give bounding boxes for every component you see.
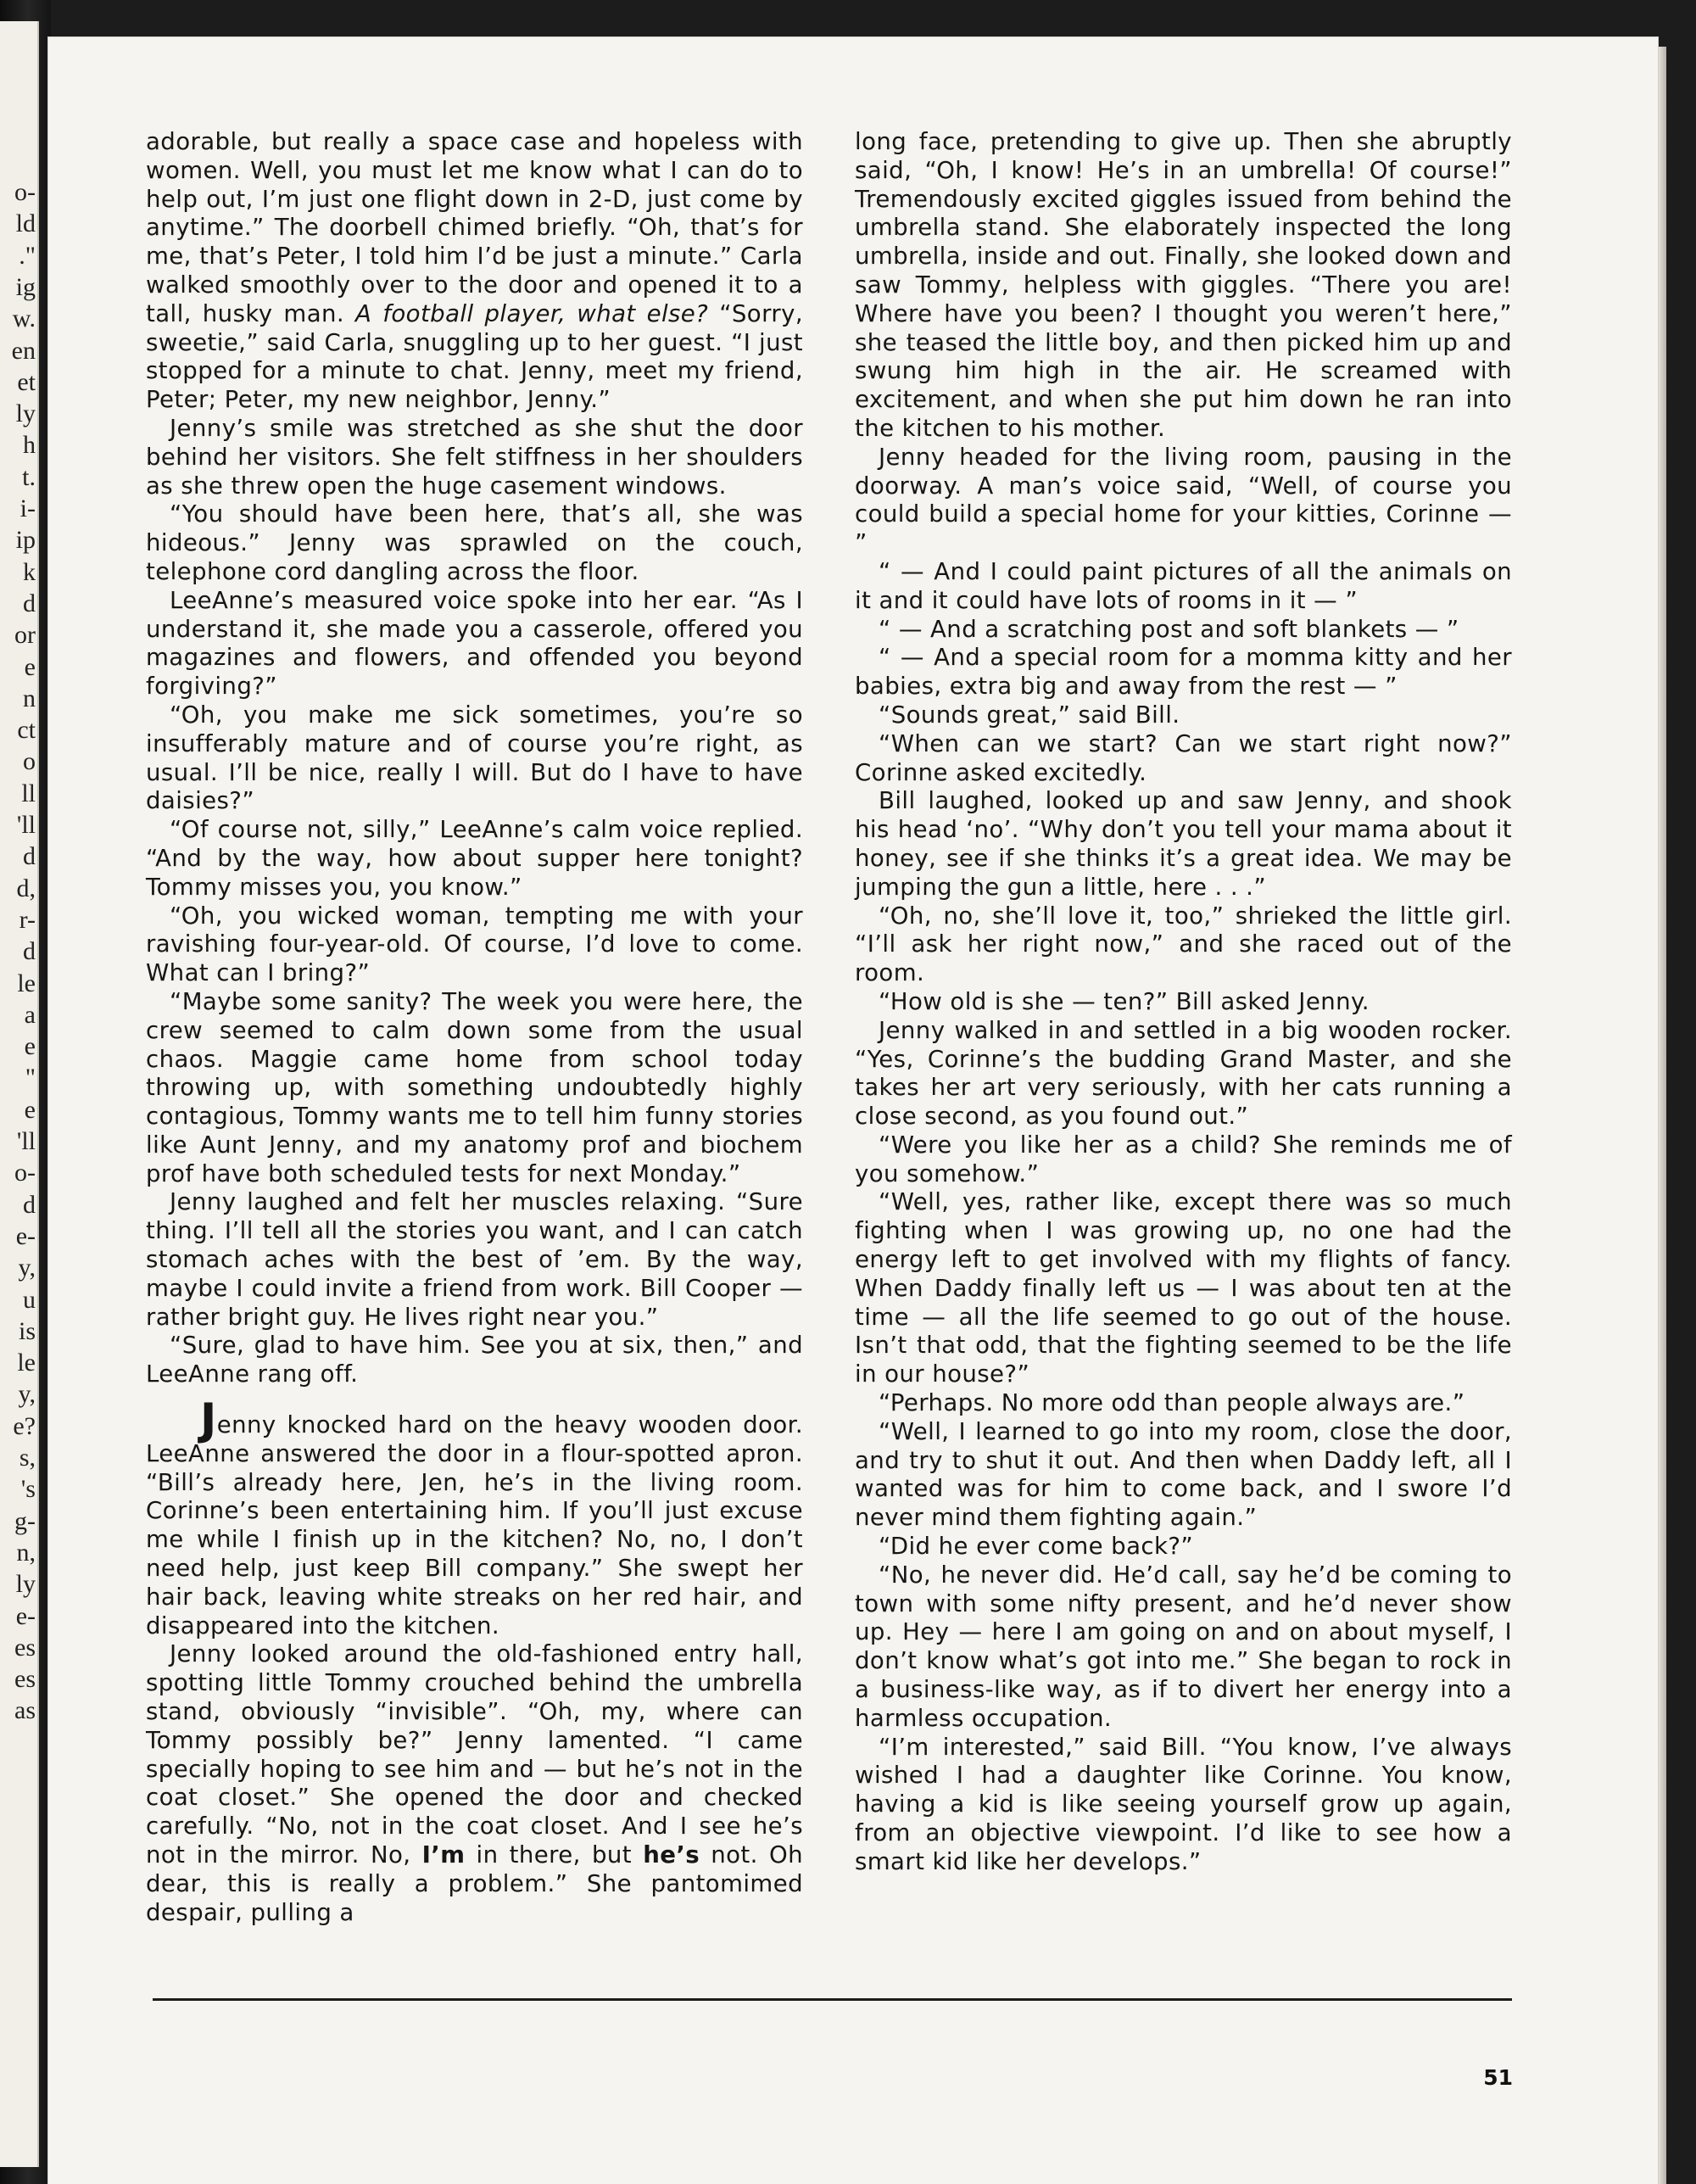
paragraph: “I’m interested,” said Bill. “You know, I’ve always wished I had a daughter like Corinne. You know, having a kid is like seeing yourself grow up again, from an objective viewpoint. I’d like to see how a smart kid like her develops.” [855,1732,1512,1875]
right-text-column [855,127,1512,1876]
previous-page-text-fragment: n [23,684,36,712]
previous-page-text-fragment: d [23,842,36,871]
previous-page-text-fragment: r- [19,905,36,934]
previous-page-text-fragment: ." [19,241,36,270]
previous-page-text-fragment: d [23,589,36,617]
previous-page-text-fragment: ly [15,1570,36,1599]
previous-page-text-fragment: k [23,557,36,586]
paragraph: Jenny walked in and settled in a big wooden rocker. “Yes, Corinne’s the budding Grand Master, and she takes her art very seriously, with her cats running a close second, as you found out.” [855,1015,1512,1131]
previous-page-text-fragment: n, [16,1538,36,1567]
previous-page-text-fragment: e- [15,1221,36,1250]
paragraph: “Of course not, silly,” LeeAnne’s calm voice replied. “And by the way, how about supper here tonight? Tommy misses you, you know.” [146,815,803,901]
previous-page-text-fragment: or [14,621,36,650]
paragraph: Jenny headed for the living room, pausing in the doorway. A man’s voice said, “Well, of course you could build a special home for your kitties, Corinne — ” [855,442,1512,557]
paragraph: “Oh, you make me sick sometimes, you’re so insufferably mature and of course you’re right, as usual. I’ll be nice, really I will. But do I have to have daisies?” [146,700,803,815]
previous-page-text-fragment: o- [14,178,36,206]
previous-page-text-fragment: 'll [16,811,36,839]
previous-page-text-fragment: a [24,1000,36,1029]
paragraph: long face, pretending to give up. Then she abruptly said, “Oh, I know! He’s in an umbrella! Of course!” Tremendously excited giggles issued from behind the umbrella stand. She elaborately inspected the long umbrella, inside and out. Finally, she looked down and saw Tommy, helpless with giggles. “There you are! Where have you been? I thought you weren’t here,” she teased the little boy, and then picked him up and swung him high in the air. He screamed with excitement, and when she put him down he ran into the kitchen to his mother. [855,127,1512,442]
previous-page-text-fragment: es [14,1633,36,1662]
previous-page-text-fragment: d, [16,874,36,902]
previous-page-text-fragment: ip [15,526,36,555]
previous-page-text-fragment: s, [19,1444,36,1472]
previous-page-text-fragment: y, [18,1380,36,1409]
drop-cap: J [200,1394,217,1446]
footer-rule [153,1998,1512,2001]
paragraph: Jenny’s smile was stretched as she shut the door behind her visitors. She felt stiffness in her shoulders as she threw open the huge casement windows. [146,413,803,500]
previous-page-text-fragment: le [17,1349,36,1377]
section-start-paragraph: Jenny knocked hard on the heavy wooden door. LeeAnne answered the door in a flour-spotted apron. “Bill’s already here, Jen, he’s in the living room. Corinne’s been entertaining him. If you’ll just excuse me while I finish up in the kitchen? No, no, I don’t need help, just keep Bill company.” She swept her hair back, leaving white streaks on her red hair, and disappeared into the kitchen. [146,1394,803,1639]
previous-page-text-fragment: es [14,1665,36,1694]
previous-page-text-fragment: d [23,937,36,966]
paragraph: “Maybe some sanity? The week you were here, the crew seemed to calm down some from the usual chaos. Maggie came home from school today throwing up, with something undoubtedly highly contagious, Tommy wants me to tell him funny stories like Aunt Jenny, and my anatomy prof and biochem prof have both scheduled tests for next Monday.” [146,986,803,1187]
paragraph: “Did he ever come back?” [879,1532,1194,1561]
previous-page-text-fragment: h [23,431,36,460]
previous-page-text-fragment: ct [17,716,36,745]
left-text-column [146,127,803,1926]
previous-page-text-fragment: le [17,969,36,997]
page-stack-edge [1658,47,1666,2184]
paragraph: “ — And I could paint pictures of all the animals on it and it could have lots of rooms in it — ” [855,556,1512,614]
previous-page-text-fragment: ig [15,272,36,301]
previous-page-text-fragment: e [24,652,36,681]
paragraph: “When can we start? Can we start right now?” Corinne asked excitedly. [855,729,1512,786]
previous-page-text-fragment: i- [20,494,36,522]
previous-page-text-fragment: e [24,1095,36,1124]
paragraph: “Sure, glad to have him. See you at six, then,” and LeeAnne rang off. [146,1331,803,1388]
previous-page-text-fragment: ly [15,399,36,428]
previous-page-text-fragment: o- [14,1159,36,1187]
paragraph: “ — And a scratching post and soft blankets — ” [879,614,1459,643]
paragraph: “Well, I learned to go into my room, close the door, and try to shut it out. And then when Daddy left, all I wanted was for him to come back, and I swore I’d never mind them fighting again.” [855,1416,1512,1532]
previous-page-text-fragment: y, [18,1254,36,1282]
paragraph: “You should have been here, that’s all, she was hideous.” Jenny was sprawled on the couch, telephone cord dangling across the floor. [146,500,803,585]
paragraph: “Perhaps. No more odd than people always are.” [879,1388,1465,1417]
previous-page-text-fragment: e [24,1032,36,1061]
previous-page-text-fragment: ll [21,779,36,807]
previous-page-text-fragment: 'll [16,1127,36,1155]
paragraph: “Oh, no, she’ll love it, too,” shrieked the little girl. “I’ll ask her right now,” and she raced out of the room. [855,901,1512,987]
previous-page-text-fragment: en [11,336,36,365]
previous-page-text-fragment: e- [15,1601,36,1630]
paragraph: “Oh, you wicked woman, tempting me with your ravishing four-year-old. Of course, I’d love to come. What can I bring?” [146,901,803,987]
previous-page-text-fragment: o [23,747,36,776]
previous-page-edge [0,21,39,2167]
previous-page-text-fragment: 's [20,1475,36,1504]
previous-page-text-fragment: as [14,1696,36,1725]
paragraph: LeeAnne’s measured voice spoke into her ear. “As I understand it, she made you a casserole, offered you magazines and flowers, and offended you beyond forgiving?” [146,585,803,701]
previous-page-text-fragment: et [17,367,36,396]
previous-page-text-fragment: ld [15,209,36,238]
previous-page-text-fragment: d [23,1190,36,1219]
paragraph: “Sounds great,” said Bill. [879,700,1180,729]
paragraph: “Were you like her as a child? She reminds me of you somehow.” [855,1130,1512,1187]
paragraph: Bill laughed, looked up and saw Jenny, and shook his head ‘no’. “Why don’t you tell your mama about it honey, see if she thinks it’s a great idea. We may be jumping the gun a little, here . . .” [855,786,1512,901]
paragraph: “No, he never did. He’d call, say he’d be coming to town with some nifty present, and he’d never show up. Hey — here I am going on and on about myself, I don’t know what’s got into me.” She began to rock in a business-like way, as if to divert her energy into a harmless occupation. [855,1560,1512,1732]
page-number: 51 [1483,2065,1513,2090]
paragraph: “ — And a special room for a momma kitty and her babies, extra big and away from the rest — ” [855,643,1512,701]
previous-page-text-fragment: e? [13,1411,36,1440]
paragraph: “Well, yes, rather like, except there was so much fighting when I was growing up, no one had the energy left to get involved with my flights of fancy. When Daddy finally left us — I was about ten at the time — all the life seemed to go out of the house. Isn’t that odd, that the fighting seemed to be the life in our house?” [855,1187,1512,1388]
paragraph: Jenny laughed and felt her muscles relaxing. “Sure thing. I’ll tell all the stories you want, and I can catch stomach aches with the best of ’em. By the way, maybe I could invite a friend from work. Bill Cooper — rather bright guy. He lives right near you.” [146,1187,803,1331]
paragraph: Jenny looked around the old-fashioned entry hall, spotting little Tommy crouched behind the umbrella stand, obviously “invisible”. “Oh, my, where can Tommy possibly be?” Jenny lamented. “I came specially hoping to see him and — but he’s not in the coat closet.” She opened the door and checked carefully. “No, not in the coat closet. And I see he’s not in the mirror. No, I’m in there, but he’s not. Oh dear, this is really a problem.” She pantomimed despair, pulling a [146,1639,804,1926]
paragraph: “How old is she — ten?” Bill asked Jenny. [879,986,1370,1015]
paragraph: adorable, but really a space case and hopeless with women. Well, you must let me know what I can do to help out, I’m just one flight down in 2-D, just come by anytime.” The doorbell chimed briefly. “Oh, that’s for me, that’s Peter, I told him I’d be just a minute.” Carla walked smoothly over to the door and opened it to a tall, husky man. A football player, what else? “Sorry, sweetie,” said Carla, snuggling up to her guest. “I just stopped for a minute to chat. Jenny, meet my friend, Peter; Peter, my new neighbor, Jenny.” [146,127,803,414]
previous-page-text-fragment: " [25,1064,36,1092]
previous-page-text-fragment: is [18,1316,36,1345]
previous-page-text-fragment: u [23,1285,36,1314]
previous-page-text-fragment: t. [22,462,36,491]
previous-page-text-fragment: w. [12,304,36,333]
previous-page-text-fragment: g- [14,1506,36,1535]
